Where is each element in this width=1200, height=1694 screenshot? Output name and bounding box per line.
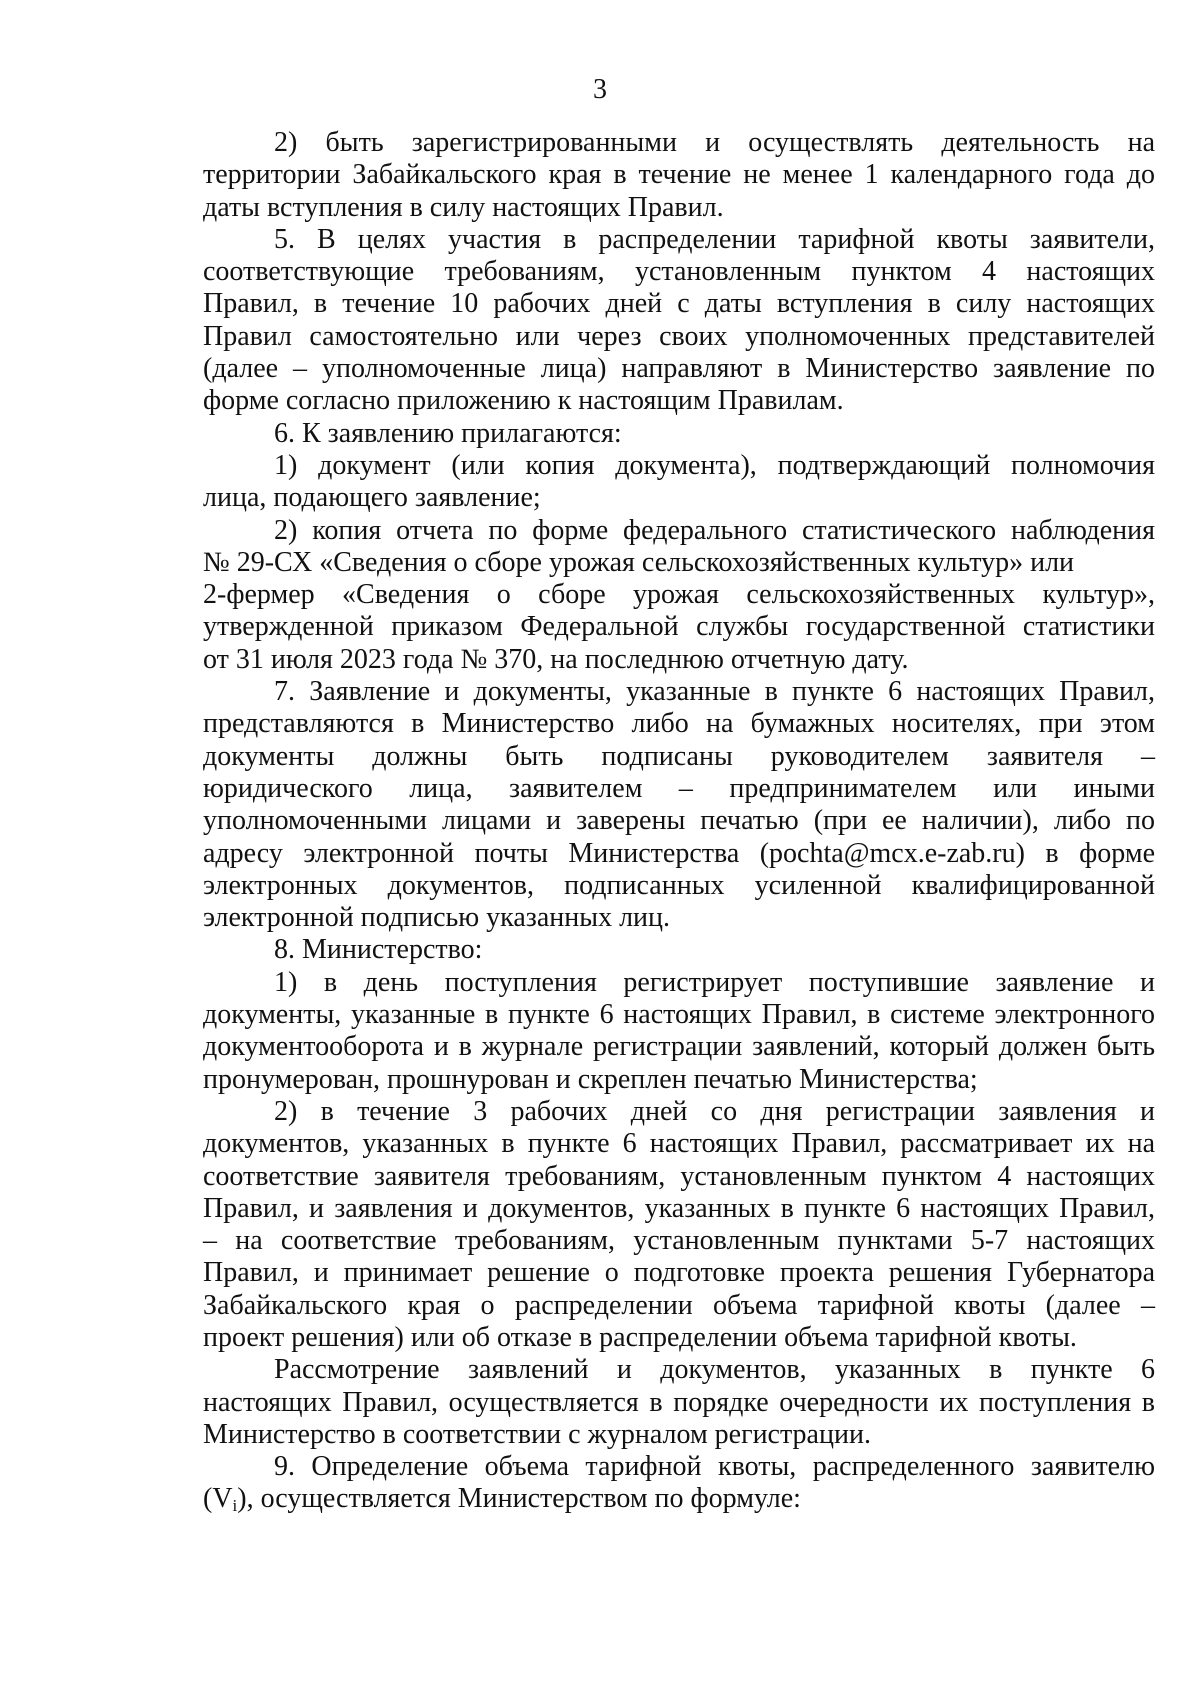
text-line: территории Забайкальского края в течение не менее 1 календарного года до: [203, 159, 1155, 191]
text-line: Правил, в течение 10 рабочих дней с даты вступления в силу настоящих: [203, 288, 1155, 320]
text-line: 2-фермер «Сведения о сборе урожая сельскохозяйственных культур»,: [203, 579, 1155, 611]
text-line: от 31 июля 2023 года № 370, на последнюю отчетную дату.: [203, 643, 909, 675]
text-line: соответствующие требованиям, установленным пунктом 4 настоящих: [203, 256, 1155, 288]
text-line: пронумерован, прошнурован и скреплен печатью Министерства;: [203, 1063, 978, 1095]
document-body: [203, 127, 1155, 1516]
text-line: проект решения) или об отказе в распределении объема тарифной квоты.: [203, 1321, 1077, 1353]
formula-intro-line: [203, 1483, 1155, 1515]
text-line: документов, указанных в пункте 6 настоящих Правил, рассматривает их на: [203, 1128, 1155, 1160]
text-line: Забайкальского края о распределении объема тарифной квоты (далее –: [203, 1289, 1155, 1321]
text-line: 7. Заявление и документы, указанные в пункте 6 настоящих Правил,: [274, 676, 1155, 708]
formula-subscript: i: [232, 1496, 238, 1516]
text-line: представляются в Министерство либо на бумажных носителях, при этом: [203, 708, 1155, 740]
page-number: 3: [593, 74, 607, 105]
text-line: 6. К заявлению прилагаются:: [274, 417, 622, 449]
text-line: 2) быть зарегистрированными и осуществлять деятельность на: [274, 127, 1155, 158]
text-line: 1) документ (или копия документа), подтверждающий полномочия: [274, 449, 1155, 481]
text-line: Правил, и заявления и документов, указанных в пункте 6 настоящих Правил,: [203, 1192, 1155, 1224]
text-line: настоящих Правил, осуществляется в порядке очередности их поступления в: [203, 1386, 1155, 1418]
text-line: электронных документов, подписанных усиленной квалифицированной: [203, 869, 1155, 901]
text-line: документы, указанные в пункте 6 настоящих Правил, в системе электронного: [203, 999, 1155, 1031]
text-line: юридического лица, заявителем – предпринимателем или иными: [203, 772, 1155, 804]
text-line: форме согласно приложению к настоящим Правилам.: [203, 385, 844, 417]
text-line: лица, подающего заявление;: [203, 482, 541, 514]
text-line: утвержденной приказом Федеральной службы государственной статистики: [203, 611, 1155, 643]
text-line: Правил самостоятельно или через своих уполномоченных представителей: [203, 320, 1155, 352]
text-line: соответствие заявителя требованиям, установленным пунктом 4 настоящих: [203, 1160, 1155, 1192]
text-line: Правил, и принимает решение о подготовке проекта решения Губернатора: [203, 1257, 1155, 1289]
text-line: – на соответствие требованиям, установленным пунктами 5-7 настоящих: [203, 1225, 1155, 1257]
text-line: 2) копия отчета по форме федерального статистического наблюдения: [274, 514, 1155, 546]
text-line: уполномоченными лицами и заверены печатью (при ее наличии), либо по: [203, 805, 1155, 837]
text-line: документы должны быть подписаны руководителем заявителя –: [203, 740, 1155, 772]
text-line: 5. В целях участия в распределении тарифной квоты заявители,: [274, 223, 1155, 255]
text-line: 1) в день поступления регистрирует поступившие заявление и: [274, 966, 1155, 998]
text-line: адресу электронной почты Министерства (pochta@mcx.e-zab.ru) в форме: [203, 837, 1155, 869]
text-line: № 29-СХ «Сведения о сборе урожая сельскохозяйственных культур» или: [203, 546, 1075, 578]
text-line: электронной подписью указанных лиц.: [203, 902, 671, 934]
text-line: (далее – уполномоченные лица) направляют в Министерство заявление по: [203, 353, 1155, 385]
text-line: Рассмотрение заявлений и документов, указанных в пункте 6: [274, 1354, 1155, 1386]
text-line: 2) в течение 3 рабочих дней со дня регистрации заявления и: [274, 1095, 1155, 1127]
formula-variable: (V: [203, 1483, 233, 1515]
text-line: Министерство в соответствии с журналом регистрации.: [203, 1418, 871, 1450]
text-line: документооборота и в журнале регистрации заявлений, который должен быть: [203, 1031, 1155, 1063]
text-line: 8. Министерство:: [274, 934, 483, 966]
formula-intro-text: ), осуществляется Министерством по формуле:: [237, 1483, 801, 1515]
text-line: 9. Определение объема тарифной квоты, распределенного заявителю: [274, 1451, 1155, 1483]
text-line: даты вступления в силу настоящих Правил.: [203, 191, 724, 223]
